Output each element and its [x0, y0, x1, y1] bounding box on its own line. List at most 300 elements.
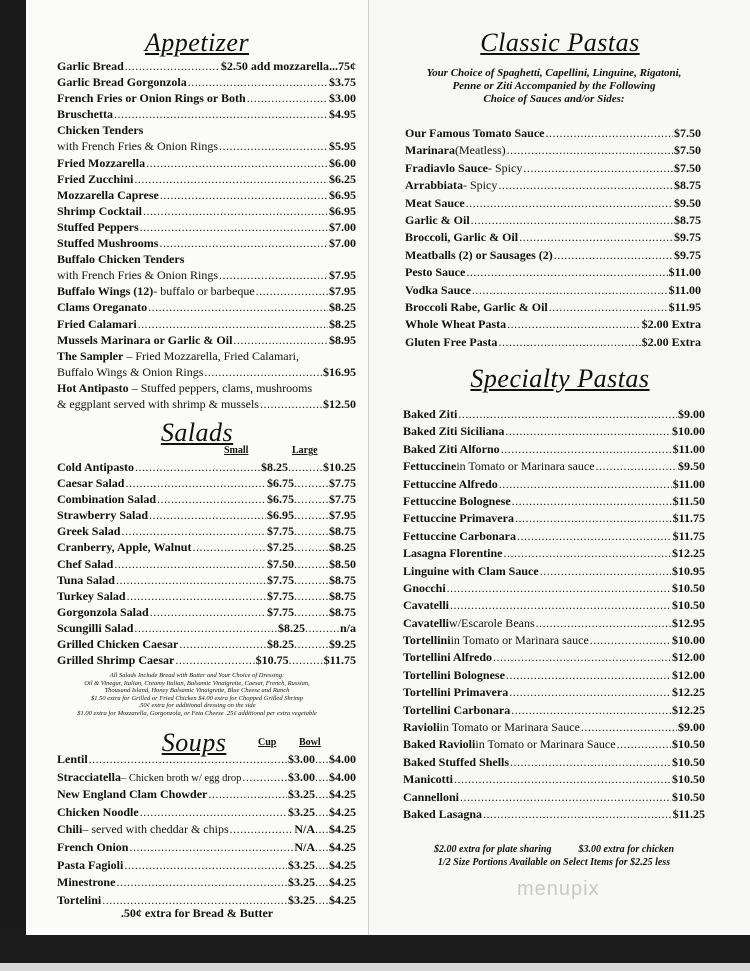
item-price: $7.50: [674, 143, 701, 158]
large-price: $8.75: [329, 604, 356, 619]
item-price: $9.75: [674, 230, 701, 245]
leader-dots: [160, 187, 328, 203]
item-name: Baked Ravioli: [403, 737, 476, 752]
item-price: $6.00: [329, 155, 356, 170]
item-name: Garlic Bread Gorgonzola: [57, 75, 187, 90]
item-price: $10.95: [672, 563, 705, 578]
item-name: Baked Ziti: [403, 407, 458, 421]
item-price: $5.95: [329, 139, 356, 154]
specialty-pasta-item: [403, 423, 705, 440]
specialty-note-1: [369, 843, 739, 856]
salads-list: [57, 459, 356, 668]
item-name: Fried Calamari: [57, 316, 137, 331]
leader-dots: [148, 299, 328, 315]
cup-price: $3.25: [288, 875, 315, 890]
item-price: $8.75: [674, 212, 701, 227]
item-price: $6.95: [329, 203, 356, 218]
left-panel: [26, 0, 368, 935]
leader-dots: ....: [315, 787, 329, 802]
leader-dots: [510, 754, 671, 770]
leader-dots: [129, 839, 293, 855]
classic-pasta-item: [405, 282, 701, 299]
item-name: Cannelloni: [403, 789, 460, 804]
item-name: Manicotti: [403, 772, 453, 787]
item-name: Stuffed Peppers: [57, 219, 139, 234]
sampler-line-1: [57, 348, 356, 364]
bowl-price: $4.00: [329, 769, 356, 784]
small-price: $10.75: [255, 653, 289, 668]
item-name: Chicken Noodle: [57, 804, 139, 819]
item-detail: – Stuffed peppers, clams, mushrooms: [128, 380, 313, 395]
item-name: Linguine with Clam Sauce: [403, 563, 539, 578]
leader-dots: [219, 138, 328, 154]
specialty-pasta-item: [403, 615, 705, 632]
item-name: Whole Wheat Pasta: [405, 317, 507, 332]
classic-pasta-item: [405, 247, 701, 264]
classic-pasta-item: [405, 212, 701, 229]
item-name: Clams Oreganato: [57, 300, 148, 315]
cup-price: $3.00: [288, 769, 315, 784]
leader-dots: ....: [315, 804, 329, 819]
large-price: $7.95: [329, 508, 356, 523]
item-name: Shrimp Cocktail: [57, 203, 143, 218]
small-price: $8.25: [267, 637, 294, 652]
item-name: Lasagna Florentine: [403, 546, 503, 561]
leader-dots: [454, 771, 671, 787]
buffalo-wings-item: [57, 283, 356, 299]
salad-fine-print-line: Thousand Island, Honey Balsamic Vinaigrette, Blue Cheese and Ranch: [104, 687, 290, 695]
item-price: $2.00 Extra: [641, 317, 701, 332]
specialty-pasta-item: [403, 649, 705, 666]
item-price: $2.50 add mozzarella...75¢: [220, 59, 356, 73]
menu-item: [57, 155, 356, 171]
salads-col-small: Small: [224, 445, 249, 456]
leader-dots: [512, 493, 672, 509]
item-detail: – Fried Mozzarella, Fried Calamari,: [123, 348, 299, 363]
leader-dots: ..........: [294, 540, 329, 555]
item-price: $11.75: [672, 511, 705, 526]
leader-dots: [149, 507, 266, 523]
leader-dots: [125, 58, 220, 74]
leader-dots: [157, 491, 266, 507]
bowl-price: $4.25: [329, 892, 356, 907]
leader-dots: [590, 632, 671, 648]
small-price: $7.25: [267, 540, 294, 555]
large-price: $7.75: [329, 476, 356, 491]
leader-dots: ..........: [294, 556, 329, 571]
leader-dots: [140, 219, 328, 235]
item-price: $9.00: [678, 720, 705, 735]
soup-item: [57, 874, 356, 892]
item-name: New England Clam Chowder: [57, 787, 208, 802]
leader-dots: [114, 106, 328, 122]
item-name: Cavatelli: [403, 598, 449, 613]
specialty-pasta-item: [403, 441, 705, 458]
item-detail: in Tomato or Marinara sauce: [450, 633, 589, 648]
item-price: $11.95: [668, 299, 701, 314]
cup-price: $3.25: [288, 804, 315, 819]
leader-dots: [506, 667, 671, 683]
item-price: $6.25: [329, 171, 356, 186]
item-name: Tortellini Primavera: [403, 685, 509, 700]
soup-item: [57, 751, 356, 769]
leader-dots: ..........: [294, 524, 329, 539]
large-price: $10.25: [323, 460, 356, 474]
specialty-pasta-item: [403, 563, 705, 580]
leader-dots: [116, 572, 266, 588]
specialty-pasta-item: [403, 510, 705, 527]
leader-dots: [471, 212, 673, 228]
leader-dots: [204, 364, 322, 380]
item-name: Fettuccine Alfredo: [403, 476, 498, 491]
classic-pasta-item: [405, 334, 701, 351]
leader-dots: [143, 203, 328, 219]
leader-dots: [140, 804, 287, 820]
salad-item: [57, 459, 356, 475]
menu-item: [57, 332, 356, 348]
salad-item: [57, 539, 356, 555]
leader-dots: [483, 806, 672, 822]
item-price: $10.00: [672, 424, 705, 439]
salad-item: [57, 556, 356, 572]
item-name: Vodka Sauce: [405, 282, 471, 297]
buffalo-tenders-item: [57, 267, 356, 283]
small-price: $8.25: [261, 460, 288, 474]
plate-sharing-note: $2.00 extra for plate sharing: [433, 844, 552, 855]
leader-dots: ..........: [288, 460, 323, 474]
classic-subtitle-1: Your Choice of Spaghetti, Capellini, Linguine, Rigatoni,: [426, 67, 682, 79]
specialty-pasta-item: [403, 545, 705, 562]
item-name: Strawberry Salad: [57, 508, 148, 523]
bowl-price: $4.25: [329, 839, 356, 854]
item-name: Scungilli Salad: [57, 620, 134, 635]
small-price: $8.25: [277, 620, 305, 635]
soup-item: [57, 769, 356, 787]
classic-pasta-item: [405, 195, 701, 212]
leader-dots: [466, 264, 667, 280]
leader-dots: [545, 125, 673, 141]
menu-item: [57, 219, 356, 235]
soup-item: [57, 821, 356, 839]
item-price: $16.95: [323, 364, 356, 379]
chicken-tenders-item: [57, 138, 356, 154]
item-name: Gorgonzola Salad: [57, 604, 149, 619]
item-name: Minestrone: [57, 875, 116, 890]
item-name: Turkey Salad: [57, 588, 126, 603]
cup-price: $3.00: [288, 752, 315, 766]
salad-item: [57, 572, 356, 588]
appetizer-heading: Appetizer: [144, 28, 250, 57]
salad-item: [57, 588, 356, 604]
leader-dots: [125, 475, 266, 491]
small-price: $7.75: [267, 588, 294, 603]
watermark-logo: menupix: [517, 878, 600, 900]
leader-dots: [617, 736, 671, 752]
leader-dots: [499, 476, 672, 492]
item-price: $7.50: [674, 126, 701, 140]
item-price: $9.75: [674, 247, 701, 262]
menu-item: [57, 74, 356, 90]
soups-footer: .50¢ extra for Bread & Butter: [120, 906, 274, 920]
leader-dots: ..........: [294, 492, 329, 507]
leader-dots: [505, 423, 671, 439]
classic-list: [405, 125, 701, 351]
leader-dots: [134, 171, 328, 187]
item-name: Fried Zucchini: [57, 171, 134, 186]
item-price: $7.00: [329, 236, 356, 251]
large-price: n/a: [339, 620, 356, 635]
leader-dots: [501, 441, 672, 457]
large-price: $8.25: [329, 540, 356, 555]
leader-dots: [134, 620, 277, 636]
item-name: Caesar Salad: [57, 476, 125, 491]
bottom-edge: [0, 963, 750, 971]
leader-dots: [188, 74, 328, 90]
item-name: Baked Ziti Siciliana: [403, 424, 505, 439]
menu-item: [57, 203, 356, 219]
salad-item: [57, 620, 356, 636]
cup-price: $3.25: [288, 787, 315, 802]
leader-dots: [536, 615, 671, 631]
leader-dots: [515, 510, 672, 526]
item-price: $8.75: [674, 178, 701, 193]
item-price: $10.50: [672, 772, 705, 787]
soup-item: [57, 786, 356, 804]
salad-fine-print-line: Oil & Vinegar, Italian, Creamy Italian, Balsamic Vinaigrette, Caesar, French, Russian,: [84, 679, 310, 687]
leader-dots: ..........: [294, 572, 329, 587]
leader-dots: [460, 789, 671, 805]
salad-item: [57, 491, 356, 507]
leader-dots: [458, 406, 677, 422]
specialty-pasta-item: [403, 719, 705, 736]
salad-item: [57, 636, 356, 652]
item-price: $8.95: [329, 332, 356, 347]
leader-dots: ..........: [294, 637, 329, 652]
leader-dots: [581, 719, 677, 735]
large-price: $8.50: [329, 556, 356, 571]
item-name: Mussels Marinara or Garlic & Oil: [57, 332, 233, 347]
leader-dots: [247, 90, 328, 106]
classic-pasta-item: [405, 299, 701, 316]
bowl-price: $4.25: [329, 822, 356, 837]
leader-dots: [138, 316, 328, 332]
leader-dots: [523, 160, 673, 176]
soup-item: [57, 857, 356, 875]
small-price: $7.75: [267, 524, 294, 539]
item-name: Meat Sauce: [405, 195, 465, 210]
cup-price: $3.25: [288, 892, 315, 907]
item-detail: (Meatless): [455, 143, 506, 158]
item-price: $10.50: [672, 598, 705, 613]
item-price: $11.00: [672, 476, 705, 491]
item-name: Chili: [57, 822, 83, 837]
specialty-pasta-item: [403, 702, 705, 719]
large-price: $9.25: [329, 637, 356, 652]
leader-dots: [233, 332, 328, 348]
item-price: $12.00: [672, 650, 705, 665]
small-price: $6.75: [267, 476, 294, 491]
specialty-pasta-item: [403, 754, 705, 771]
specialty-note-2: 1/2 Size Portions Available on Select Items for $2.25 less: [437, 857, 671, 868]
bowl-price: $4.25: [329, 787, 356, 802]
cup-price: N/A: [294, 822, 315, 837]
chicken-extra-note: $3.00 extra for chicken: [578, 844, 675, 855]
leader-dots: [472, 282, 668, 298]
item-price: $7.00: [329, 219, 356, 234]
item-price: $8.25: [329, 300, 356, 315]
small-price: $6.95: [267, 508, 294, 523]
leader-dots: [466, 195, 673, 211]
leader-dots: [493, 649, 671, 665]
bottom-strip: [0, 935, 750, 971]
item-name: Tortellini: [403, 633, 451, 648]
item-detail: w/Escarole Beans: [449, 615, 535, 630]
item-name: Garlic & Oil: [405, 212, 470, 227]
item-name: Bruschetta: [57, 107, 113, 122]
leader-dots: [208, 786, 287, 802]
leader-dots: [519, 229, 673, 245]
item-name: Fettuccine Carbonara: [403, 528, 516, 543]
item-name: Mozzarella Caprese: [57, 187, 159, 202]
classic-pasta-item: [405, 229, 701, 246]
menu-item: [57, 171, 356, 187]
specialty-pasta-item: [403, 458, 705, 475]
item-name: Greek Salad: [57, 524, 121, 539]
soups-heading: Soups: [161, 728, 227, 757]
leader-dots: [511, 702, 671, 718]
specialty-pasta-item: [403, 771, 705, 788]
item-price: $10.50: [672, 737, 705, 752]
item-name: Stuffed Mushrooms: [57, 236, 159, 251]
specialty-heading: Specialty Pastas: [470, 364, 650, 393]
item-name: with French Fries & Onion Rings: [57, 139, 218, 154]
item-detail: - buffalo or barbeque: [153, 284, 255, 299]
item-name: Baked Lasagna: [403, 806, 483, 821]
leader-dots: [146, 155, 328, 171]
large-price: $7.75: [329, 492, 356, 507]
specialty-pasta-item: [403, 736, 705, 753]
classic-pasta-item: [405, 264, 701, 281]
item-name: Fettuccine: [403, 459, 457, 474]
item-name: Tortellini Alfredo: [403, 650, 493, 665]
large-price: $8.75: [329, 572, 356, 587]
specialty-list: [403, 406, 705, 823]
salads-heading: Salads: [160, 418, 234, 447]
item-name: Arrabbiata: [405, 178, 463, 193]
item-price: $4.95: [329, 107, 356, 122]
specialty-pasta-item: [403, 528, 705, 545]
menu-item: [57, 235, 356, 251]
item-price: $12.95: [672, 615, 705, 630]
specialty-pasta-item: [403, 684, 705, 701]
leader-dots: [498, 334, 640, 350]
leader-dots: [447, 580, 671, 596]
item-price: $9.00: [678, 407, 705, 421]
leader-dots: [256, 283, 328, 299]
item-detail: in Tomato or Marinara Sauce: [475, 737, 616, 752]
salad-item: [57, 652, 356, 668]
specialty-pasta-item: [403, 493, 705, 510]
item-price: $7.50: [674, 160, 701, 175]
item-name: The Sampler: [57, 348, 124, 363]
menu-item: [57, 316, 356, 332]
leader-dots: [159, 235, 328, 251]
leader-dots: ..........: [288, 653, 324, 668]
item-price: $11.75: [672, 528, 705, 543]
menu-item: [57, 58, 356, 74]
item-name: Lentil: [57, 752, 88, 766]
leader-dots: [596, 458, 677, 474]
leader-dots: ....: [315, 822, 329, 837]
small-price: $6.75: [267, 492, 294, 507]
item-name: Our Famous Tomato Sauce: [405, 126, 545, 140]
item-price: $12.25: [672, 685, 705, 700]
sampler-line-2: [57, 364, 356, 380]
leader-dots: [150, 604, 266, 620]
leader-dots: [549, 299, 668, 315]
leader-dots: [219, 267, 328, 283]
item-name: French Fries or Onion Rings or Both: [57, 91, 246, 106]
classic-heading: Classic Pastas: [480, 28, 640, 57]
item-price: $12.25: [672, 546, 705, 561]
item-price: $8.25: [329, 316, 356, 331]
leader-dots: [230, 821, 294, 837]
salad-item: [57, 523, 356, 539]
item-name: Gnocchi: [403, 580, 446, 595]
item-name: with French Fries & Onion Rings: [57, 268, 218, 283]
large-price: $8.75: [329, 524, 356, 539]
item-name: Stracciatella: [57, 769, 121, 784]
soups-col-cup: Cup: [258, 737, 277, 748]
soups-list: [57, 751, 356, 909]
specialty-pasta-item: [403, 580, 705, 597]
classic-pasta-item: [405, 316, 701, 333]
item-name: Broccoli Rabe, Garlic & Oil: [405, 299, 548, 314]
salad-fine-print-line: $1.00 extra for Mozzarella, Gorgonzola, or Feta Cheese .25¢ additional per extra vegetable: [77, 709, 317, 717]
item-name: Baked Stuffed Shells: [403, 754, 510, 769]
appetizer-list: [57, 58, 356, 412]
chicken-tenders-title: Chicken Tenders: [57, 123, 144, 138]
item-name: Broccoli, Garlic & Oil: [405, 230, 519, 245]
item-name: Ravioli: [403, 720, 440, 735]
item-name: Buffalo Wings & Onion Rings: [57, 364, 204, 379]
leader-dots: ....: [315, 839, 329, 854]
classic-subtitle-2: Penne or Ziti Accompanied by the Following: [452, 80, 656, 92]
item-price: $11.25: [672, 806, 705, 821]
item-price: $10.50: [672, 580, 705, 595]
leader-dots: ....: [315, 752, 329, 766]
leader-dots: [260, 396, 322, 412]
salad-item: [57, 475, 356, 491]
right-panel: [368, 0, 750, 935]
item-price: $9.50: [678, 459, 705, 474]
item-price: $7.95: [329, 268, 356, 283]
salad-fine-print-line: .50¢ extra for additional dressing on the side: [138, 702, 256, 710]
leader-dots: [540, 563, 671, 579]
item-name: Tortelini: [57, 892, 102, 907]
leader-dots: [517, 528, 672, 544]
menu-item: [57, 187, 356, 203]
leader-dots: [507, 316, 641, 332]
leader-dots: ..........: [304, 620, 340, 635]
classic-subtitle-3: Choice of Sauces and/or Sides:: [483, 93, 625, 105]
item-detail: – Chicken broth w/ egg drop: [120, 772, 242, 784]
antipasto-line-1: [57, 380, 356, 396]
item-price: $12.25: [672, 702, 705, 717]
item-price: $10.50: [672, 789, 705, 804]
item-price: $7.95: [329, 284, 356, 299]
leader-dots: [554, 247, 673, 263]
